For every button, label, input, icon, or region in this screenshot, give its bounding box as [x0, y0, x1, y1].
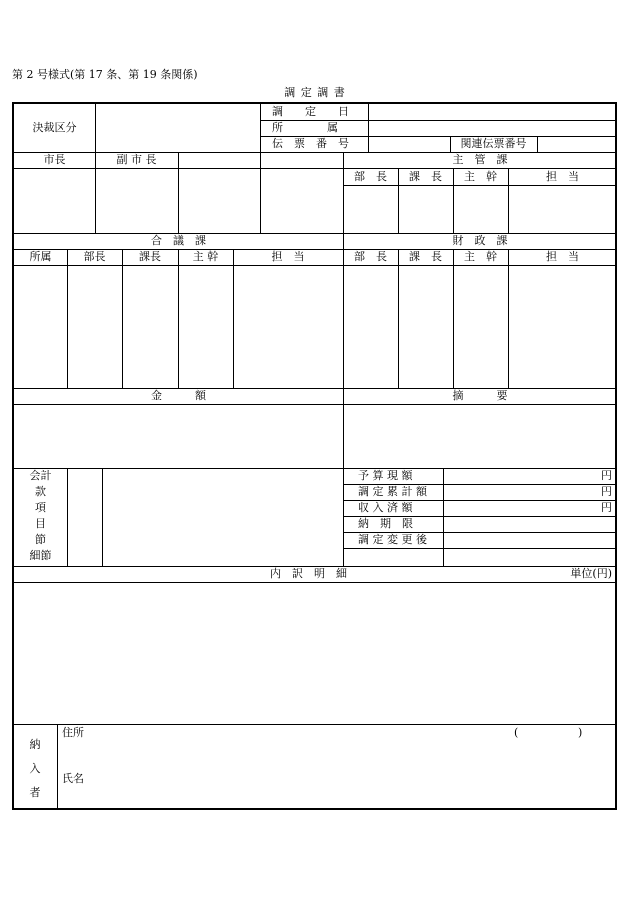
rule [12, 168, 617, 169]
rule [95, 104, 96, 152]
finance-header: 担 当 [546, 250, 579, 263]
vice-mayor-label: 副 市 長 [116, 153, 157, 166]
council-title: 合 議 課 [151, 234, 206, 247]
yen-unit: 円 [601, 501, 612, 514]
kessai-label: 決裁区分 [32, 121, 77, 134]
rule [67, 468, 68, 566]
rule [178, 249, 179, 388]
role-header: 部 長 [354, 170, 387, 183]
rule [368, 104, 369, 152]
rule [508, 249, 509, 388]
rule [537, 136, 538, 152]
paren-open: ( [514, 726, 519, 739]
payer-char: 入 [29, 762, 41, 775]
voucher-label: 伝 票 番 号 [272, 137, 349, 150]
rule [122, 249, 123, 388]
budget-label: 予 算 現 額 [358, 469, 413, 482]
rule [67, 249, 68, 388]
role-header: 主 幹 [464, 170, 497, 183]
due-date-label: 納 期 限 [358, 517, 413, 530]
name-label: 氏名 [62, 772, 84, 785]
date-label: 調 定 日 [272, 105, 349, 118]
council-header: 主 幹 [192, 250, 219, 263]
affiliation-label: 所 属 [272, 121, 338, 134]
summary-label: 摘 要 [452, 389, 508, 402]
account-label: 節 [35, 533, 46, 546]
yen-unit: 円 [601, 485, 612, 498]
rule [260, 152, 261, 233]
received-label: 収 入 済 額 [358, 501, 413, 514]
rule [12, 724, 617, 725]
payer-char: 納 [29, 738, 41, 751]
rule [12, 404, 617, 405]
document-title: 調 定 調 書 [284, 86, 346, 99]
rule [260, 104, 261, 152]
rule [102, 468, 103, 566]
rule [398, 249, 399, 388]
paren-close: ) [578, 726, 583, 739]
form-number: 第 2 号様式(第 17 条、第 19 条関係) [12, 68, 198, 81]
finance-header: 部 長 [354, 250, 387, 263]
rule [233, 249, 234, 388]
account-label: 細節 [29, 549, 52, 562]
rule [453, 249, 454, 388]
council-header: 所属 [29, 250, 52, 263]
rule [343, 185, 617, 186]
amount-label: 金 額 [151, 389, 206, 402]
council-header: 課長 [139, 250, 161, 263]
role-header: 課 長 [409, 170, 442, 183]
rule [178, 152, 179, 233]
mayor-label: 市長 [43, 153, 66, 166]
cumulative-label: 調 定 累 計 額 [358, 485, 427, 498]
payer-char: 者 [29, 786, 41, 799]
rule [12, 265, 617, 266]
changed-label: 調 定 変 更 後 [358, 533, 427, 546]
council-header: 担 当 [271, 250, 305, 263]
rule [12, 582, 617, 583]
yen-unit: 円 [601, 469, 612, 482]
account-label: 会計 [29, 469, 52, 482]
council-header: 部長 [83, 250, 106, 263]
related-voucher-label: 関連伝票番号 [460, 137, 527, 150]
rule [343, 468, 344, 566]
rule [57, 724, 58, 810]
finance-title: 財 政 課 [452, 234, 508, 247]
lead-section-label: 主 管 課 [452, 153, 508, 166]
account-label: 項 [35, 501, 46, 514]
finance-header: 主 幹 [464, 250, 497, 263]
details-unit: 単位(円) [570, 567, 612, 580]
form-frame [12, 102, 617, 810]
details-title: 内 訳 明 細 [270, 567, 347, 580]
finance-header: 課 長 [409, 250, 442, 263]
rule [443, 468, 444, 566]
address-label: 住所 [62, 726, 84, 739]
role-header: 担 当 [546, 170, 579, 183]
account-label: 目 [35, 517, 46, 530]
account-label: 款 [35, 485, 46, 498]
rule [343, 548, 617, 549]
